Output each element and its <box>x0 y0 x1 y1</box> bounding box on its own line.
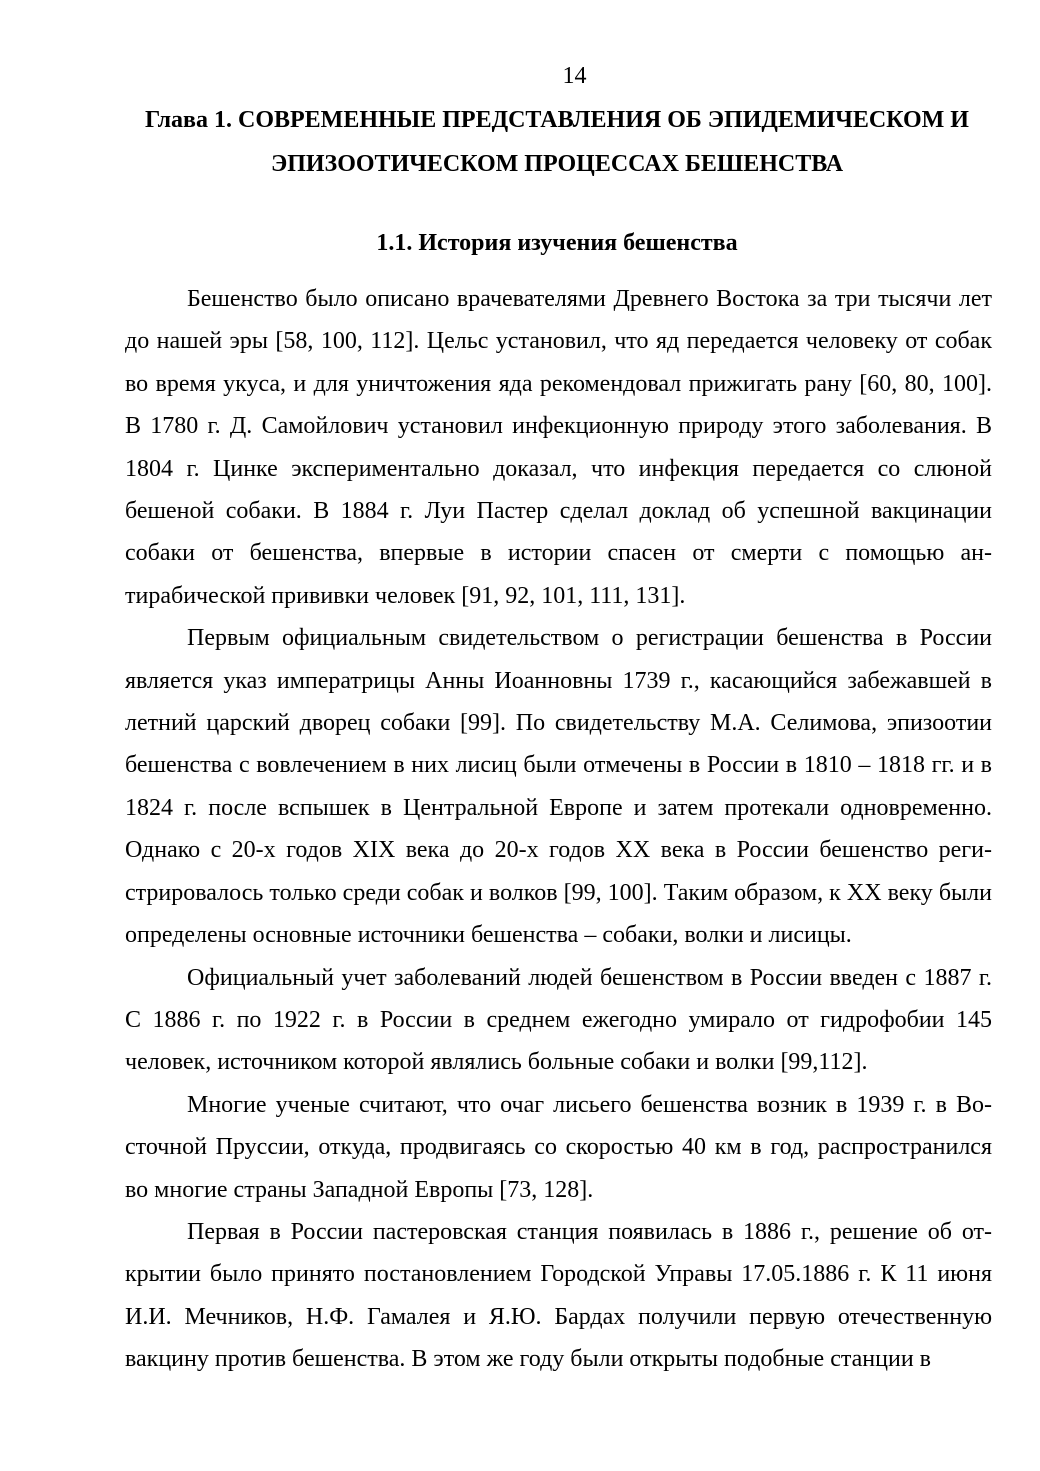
paragraph: Бешенство было описано врачевателями Древнего Востока за три тысячи лет до нашей эры [58, 100, 112]. Цельс установил, что яд передается человеку от собак во время укуса, и для уничтожения яда рекомендовал прижигать рану [60, 80, 100]. В 1780 г. Д. Самойлович установил инфекционную природу этого заболевания. В 1804 г. Цинке экспериментально доказал, что инфекция передается со слюной бешеной собаки. В 1884 г. Луи Пастер сделал доклад об успешной вакцинации собаки от бешенства, впервые в истории спасен от смерти с помощью антирабической прививки человек [91, 92, 101, 111, 131]. <box>125 286 992 609</box>
paragraph: Первым официальным свидетельством о регистрации бешенства в России является указ императрицы Анны Иоанновны 1739 г., касающийся забежавшей в летний царский дворец собаки [99]. По свидетельству М.А. Селимова, эпизоотии бешенства с вовлечением в них лисиц были отмечены в России в 1810 – 1818 гг. и в 1824 г. после вспышек в Центральной Европе и затем протекали одновременно. Однако с 20-х годов XIX века до 20-х годов XX века в России бешенство регистрировалось только среди собак и волков [99, 100]. Таким образом, к XX веку были определены основные источники бешенства – собаки, волки и лисицы. <box>125 625 992 949</box>
chapter-title-line-2: ЭПИЗООТИЧЕСКОМ ПРОЦЕССАХ БЕШЕНСТВА <box>270 151 844 177</box>
chapter-title <box>120 98 994 186</box>
page-number: 14 <box>562 63 587 89</box>
section-title: 1.1. История изучения бешенства <box>376 230 738 256</box>
chapter-title-line-1: Глава 1. СОВРЕМЕННЫЕ ПРЕДСТАВЛЕНИЯ ОБ ЭПИДЕМИЧЕСКОМ И <box>145 107 969 133</box>
paragraph: Многие ученые считают, что очаг лисьего бешенства возник в 1939 г. в Восточной Пруссии, откуда, продвигаясь со скоростью 40 км в год, распространился во многие страны Западной Европы [73, 128]. <box>125 1091 992 1203</box>
body-text <box>125 278 992 1381</box>
paragraph: Официальный учет заболеваний людей бешенством в России введен с 1887 г. С 1886 г. по 1922 г. в России в среднем ежегодно умирало от гидрофобии 145 человек, источником которой являлись больные собаки и волки [99,112]. <box>125 964 992 1076</box>
paragraph: Первая в России пастеровская станция появилась в 1886 г., решение об открытии было принято постановлением Городской Управы 17.05.1886 г. К 11 июня И.И. Мечников, Н.Ф. Гамалея и Я.Ю. Бардах получили первую отечественную вакцину против бешенства. В этом же году были открыты подобные станции в <box>125 1218 992 1373</box>
